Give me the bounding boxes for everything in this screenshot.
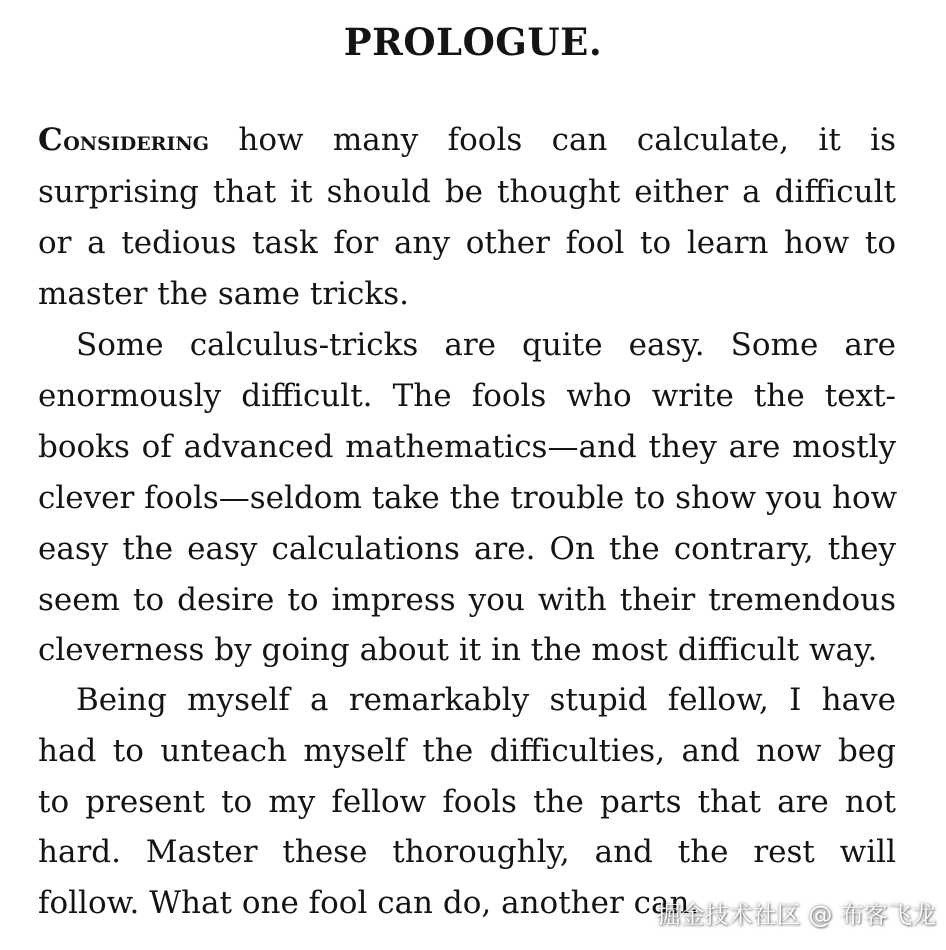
paragraph-2-line-4: clever fools—seldom take the trouble to show you how	[38, 480, 898, 516]
paragraph-1-line-1	[38, 120, 896, 160]
page-title: PROLOGUE.	[343, 20, 603, 64]
paragraph-3-line-4: hard. Master these thoroughly, and the rest will	[38, 834, 896, 870]
paragraph-2-line-5: easy the easy calculations are. On the contrary, they	[38, 531, 896, 567]
paragraph-2-line-7: cleverness by going about it in the most difficult way.	[38, 632, 878, 668]
watermark: 掘金技术社区 @ 布客飞龙	[656, 901, 936, 929]
paragraph-3-line-1: Being myself a remarkably stupid fellow, I have	[76, 682, 896, 718]
paragraph-2-line-6: seem to desire to impress you with their tremendous	[38, 582, 896, 618]
paragraph-2-line-2: enormously difficult. The fools who write the text-	[38, 378, 896, 414]
paragraph-2-line-1: Some calculus-tricks are quite easy. Some are	[76, 327, 896, 363]
paragraph-3-line-3: to present to my fellow fools the parts that are not	[38, 784, 896, 820]
opening-capital: C	[38, 122, 64, 158]
paragraph-3-line-5: follow. What one fool can do, another can.	[38, 885, 700, 921]
paragraph-1-line-2: surprising that it should be thought either a difficult	[38, 174, 896, 210]
paragraph-1-line-4: master the same tricks.	[38, 276, 409, 312]
paragraph-3-line-2: had to unteach myself the difficulties, and now beg	[38, 733, 896, 769]
paragraph-2-line-3: books of advanced mathematics—and they are mostly	[38, 429, 896, 465]
paragraph-1-line-3: or a tedious task for any other fool to learn how to	[38, 225, 896, 261]
opening-word: onsidering	[63, 126, 209, 157]
paragraph-1-line-1-text: how many fools can calculate, it is	[238, 122, 896, 158]
